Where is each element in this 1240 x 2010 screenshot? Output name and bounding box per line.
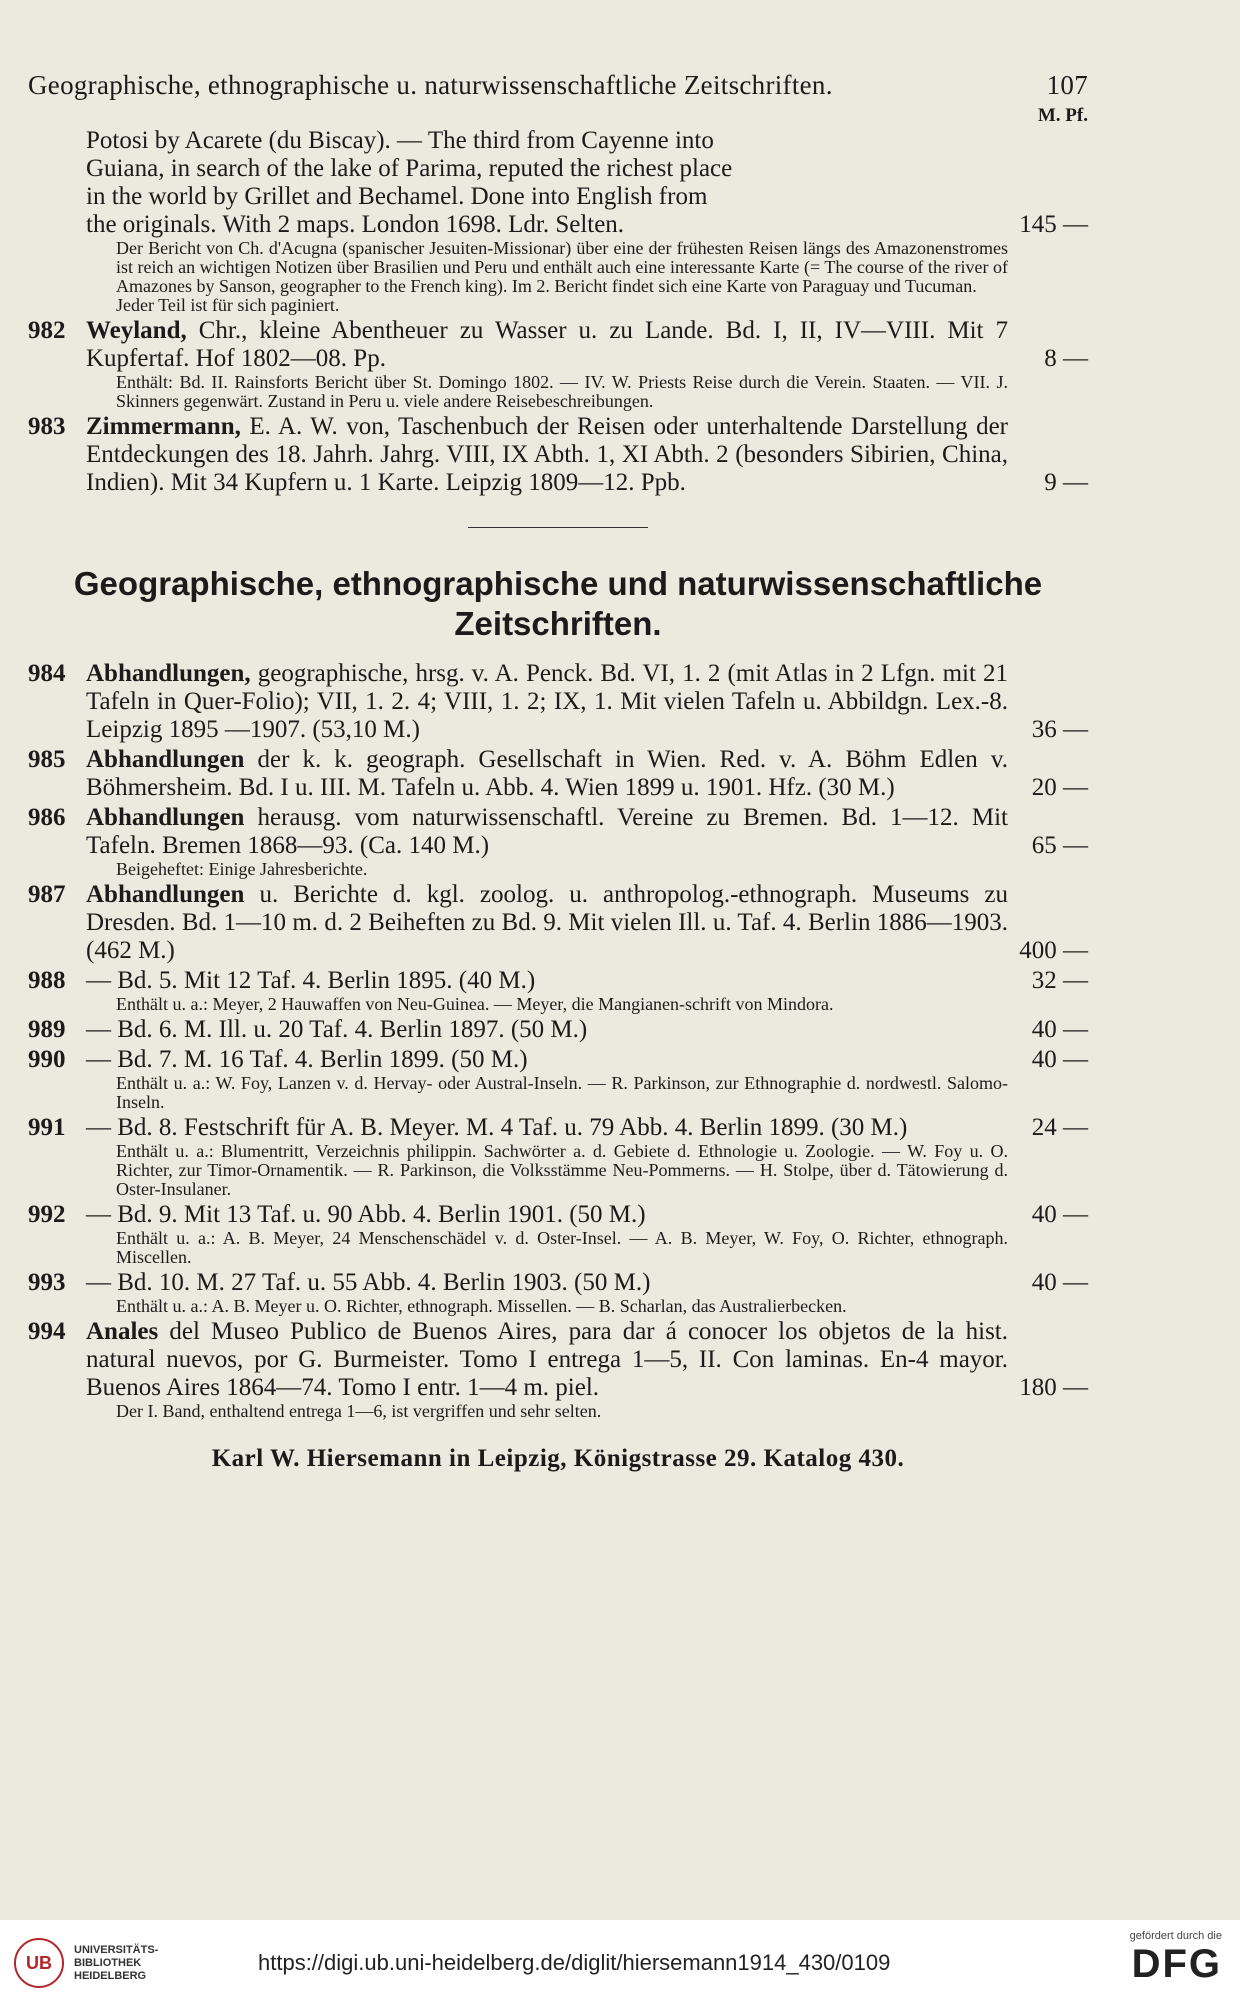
- entry-headword: Abhandlungen: [86, 804, 245, 831]
- entry-headword: Anales: [86, 1318, 159, 1345]
- dfg-logo-icon: DFG: [1131, 1942, 1222, 1986]
- entry-text: [86, 317, 1088, 373]
- entry-note: Der I. Band, enthaltend entrega 1—6, ist vergriffen und sehr selten.: [116, 1401, 602, 1421]
- page-number: 107: [1046, 70, 1088, 100]
- continued-text-line: Guiana, in search of the lake of Parima, reputed the richest place: [86, 155, 733, 182]
- catalog-entry: [28, 317, 1088, 373]
- entry-description: herausg. vom naturwissenschaftl. Vereine zu Bremen. Bd. 1—12. Mit Tafeln. Bremen 1868—93. (Ca. 140 M.): [86, 804, 1008, 859]
- entry-text: [86, 1318, 1088, 1402]
- entry-description: del Museo Publico de Buenos Aires, para dar á conocer los objetos de la hist. natural nuevos, por G. Burmeister. Tomo I entrega 1—5, II. Con laminas. En-4 mayor. Buenos Aires 1864—74. Tomo I entr. 1—4 m. piel.: [86, 1318, 1008, 1401]
- entry-price: 40 —: [1031, 1269, 1088, 1296]
- entry-note: Enthält u. a.: Meyer, 2 Hauwaffen von Neu-Guinea. — Meyer, die Mangianen-schrift von Mindora.: [116, 994, 834, 1014]
- entry-number: 991: [28, 1114, 66, 1141]
- catalog-entry: [28, 1269, 1088, 1297]
- entry-note: Enthält u. a.: W. Foy, Lanzen v. d. Hervay- oder Austral-Inseln. — R. Parkinson, zur Ethnographie d. nordwestl. Salomo-Inseln.: [116, 1073, 1008, 1112]
- entry-note: Enthält u. a.: A. B. Meyer u. O. Richter, ethnograph. Missellen. — B. Scharlan, das Australierbecken.: [116, 1296, 847, 1316]
- entry-number: 994: [28, 1318, 66, 1345]
- continued-text: [28, 127, 1088, 239]
- section-title-line-2: Zeitschriften.: [454, 605, 662, 642]
- catalog-entry: [28, 1114, 1088, 1142]
- entry-text: [86, 660, 1088, 744]
- viewer-footer-bar: [0, 1920, 1240, 2010]
- entry-description: — Bd. 10. M. 27 Taf. u. 55 Abb. 4. Berlin 1903. (50 M.): [86, 1269, 651, 1296]
- library-name-line-2: BIBLIOTHEK: [74, 1956, 142, 1969]
- entry-price: 40 —: [1031, 1016, 1088, 1043]
- entry-description: u. Berichte d. kgl. zoolog. u. anthropolog.-ethnograph. Museums zu Dresden. Bd. 1—10 m. d. 2 Beiheften zu Bd. 9. Mit vielen Ill. u. Taf. 4. Berlin 1886—1903. (462 M.): [86, 881, 1008, 964]
- entry-headword: Abhandlungen: [86, 881, 245, 908]
- entry-price: 8 —: [1044, 345, 1088, 372]
- entry-price: 400 —: [1019, 937, 1088, 964]
- entry-list-a: [28, 317, 1088, 497]
- university-seal-icon: UB: [14, 1938, 64, 1988]
- entry-description: — Bd. 9. Mit 13 Taf. u. 90 Abb. 4. Berlin 1901. (50 M.): [86, 1201, 646, 1228]
- entry-text: [86, 1201, 1088, 1229]
- catalog-entry: [28, 967, 1088, 995]
- catalog-entry: [28, 1201, 1088, 1229]
- entry-description: — Bd. 5. Mit 12 Taf. 4. Berlin 1895. (40 M.): [86, 967, 536, 994]
- currency-label: M. Pf.: [1037, 105, 1088, 126]
- entry-description: — Bd. 8. Festschrift für A. B. Meyer. M. 4 Taf. u. 79 Abb. 4. Berlin 1899. (30 M.): [86, 1114, 908, 1141]
- entry-note: Enthält: Bd. II. Rainsforts Bericht über St. Domingo 1802. — IV. W. Priests Reise durch die Verein. Staaten. — VII. J. Skinners gegenwärt. Zustand in Peru u. viele andere Reisebeschreibungen.: [116, 372, 1008, 411]
- entry-text: [86, 967, 1088, 995]
- entry-number: 989: [28, 1016, 66, 1043]
- running-head: [28, 70, 1088, 101]
- entry-number: 985: [28, 746, 66, 773]
- continued-entry: [28, 127, 1088, 239]
- entry-price: 20 —: [1031, 774, 1088, 801]
- entry-price: 24 —: [1031, 1114, 1088, 1141]
- catalog-entry: [28, 1016, 1088, 1044]
- entry-number: 982: [28, 317, 66, 344]
- entry-description: — Bd. 7. M. 16 Taf. 4. Berlin 1899. (50 M.): [86, 1046, 528, 1073]
- entry-description: geographische, hrsg. v. A. Penck. Bd. VI, 1. 2 (mit Atlas in 2 Lfgn. mit 21 Tafeln in Quer-Folio); VII, 1. 2. 4; VIII, 1. 2; IX, 1. Mit vielen Tafeln u. Abbildgn. Lex.-8. Leipzig 1895 —1907. (53,10 M.): [86, 660, 1008, 743]
- entry-price: 65 —: [1031, 832, 1088, 859]
- entry-number: 987: [28, 881, 66, 908]
- dfg-logo[interactable]: [1130, 1930, 1222, 1986]
- entry-number: 983: [28, 413, 66, 440]
- entry-price: 40 —: [1031, 1046, 1088, 1073]
- permalink-url[interactable]: https://digi.ub.uni-heidelberg.de/diglit/hiersemann1914_430/0109: [258, 1950, 891, 1975]
- entry-number: 988: [28, 967, 66, 994]
- funded-by-label: gefördert durch die: [1129, 1930, 1222, 1942]
- entry-price: 36 —: [1031, 716, 1088, 743]
- entry-price: 180 —: [1019, 1374, 1088, 1401]
- publisher-footer: Karl W. Hiersemann in Leipzig, Königstrasse 29. Katalog 430.: [211, 1445, 905, 1472]
- page-content: [28, 70, 1088, 1473]
- catalog-entry: [28, 660, 1088, 744]
- entry-headword: Abhandlungen,: [86, 660, 251, 687]
- entry-number: 992: [28, 1201, 66, 1228]
- continued-price: 145 —: [1019, 211, 1088, 238]
- entry-number: 986: [28, 804, 66, 831]
- catalog-entry: [28, 1318, 1088, 1402]
- entry-headword: Abhandlungen: [86, 746, 245, 773]
- entry-text: [86, 1114, 1088, 1142]
- library-logo[interactable]: [14, 1938, 158, 1988]
- entry-number: 993: [28, 1269, 66, 1296]
- entry-description: der k. k. geograph. Gesellschaft in Wien. Red. v. A. Böhm Edlen v. Böhmersheim. Bd. I u. III. M. Tafeln u. Abb. 4. Wien 1899 u. 1901. Hfz. (30 M.): [86, 746, 1008, 801]
- entry-text: [86, 881, 1088, 965]
- entry-text: [86, 1269, 1088, 1297]
- catalog-entry: [28, 746, 1088, 802]
- entry-headword: Weyland,: [86, 317, 187, 344]
- catalog-entry: [28, 881, 1088, 965]
- continued-text-line: the originals. With 2 maps. London 1698. Ldr. Selten.: [86, 211, 625, 238]
- continued-text-line: in the world by Grillet and Bechamel. Done into English from: [86, 183, 708, 210]
- entry-price: 32 —: [1031, 967, 1088, 994]
- catalog-entry: [28, 804, 1088, 860]
- library-name-line-1: UNIVERSITÄTS-: [74, 1943, 159, 1956]
- catalog-entry: [28, 1046, 1088, 1074]
- library-name-line-3: HEIDELBERG: [74, 1969, 147, 1982]
- entry-description: — Bd. 6. M. Ill. u. 20 Taf. 4. Berlin 1897. (50 M.): [86, 1016, 588, 1043]
- entry-note-2: Jeder Teil ist für sich paginiert.: [116, 295, 340, 315]
- catalog-entry: [28, 413, 1088, 497]
- library-name: [74, 1944, 158, 1983]
- section-divider: [468, 527, 648, 528]
- entry-price: 40 —: [1031, 1201, 1088, 1228]
- entry-list-b: [28, 660, 1088, 1421]
- section-title: [28, 564, 1088, 644]
- entry-note: Beigeheftet: Einige Jahresberichte.: [116, 859, 368, 879]
- entry-text: [86, 804, 1088, 860]
- entry-number: 990: [28, 1046, 66, 1073]
- entry-text: [86, 413, 1088, 497]
- entry-note: Enthält u. a.: A. B. Meyer, 24 Menschenschädel v. d. Oster-Insel. — A. B. Meyer, W. Foy, O. Richter, ethnograph. Miscellen.: [116, 1228, 1008, 1267]
- entry-number: 984: [28, 660, 66, 687]
- entry-headword: Zimmermann,: [86, 413, 241, 440]
- entry-note: Enthält u. a.: Blumentritt, Verzeichnis philippin. Sachwörter a. d. Gebiete d. Ethnologie u. Zoologie. — W. Foy u. O. Richter, zur Timor-Ornamentik. — R. Parkinson, die Volksstämme Neu-Pommerns. — H. Stolpe, über d. Tätowierung d. Oster-Insulaner.: [116, 1141, 1008, 1199]
- entry-text: [86, 1016, 1088, 1044]
- entry-text: [86, 746, 1088, 802]
- entry-description: E. A. W. von, Taschenbuch der Reisen oder unterhaltende Darstellung der Entdeckungen des 18. Jahrh. Jahrg. VIII, IX Abth. 1, XI Abth. 2 (besonders Sibirien, China, Indien). Mit 34 Kupfern u. 1 Karte. Leipzig 1809—12. Ppb.: [86, 413, 1008, 496]
- entry-note: Der Bericht von Ch. d'Acugna (spanischer Jesuiten-Missionar) über eine der frühesten Reisen längs des Amazonenstromes ist reich an wichtigen Notizen über Brasilien und Peru und enthält auch eine interessante Karte (= The course of the river of Amazones by Sanson, geographer to the French king). Im 2. Bericht findet sich eine Karte von Paraguay und Tucuman.: [116, 238, 1008, 296]
- entry-description: Chr., kleine Abentheuer zu Wasser u. zu Lande. Bd. I, II, IV—VIII. Mit 7 Kupfertaf. Hof 1802—08. Pp.: [86, 317, 1008, 372]
- entry-price: 9 —: [1044, 469, 1088, 496]
- continued-text-line: Potosi by Acarete (du Biscay). — The third from Cayenne into: [86, 127, 714, 154]
- section-title-line-1: Geographische, ethnographische und naturwissenschaftliche: [73, 565, 1043, 602]
- entry-text: [86, 1046, 1088, 1074]
- running-title: Geographische, ethnographische u. naturwissenschaftliche Zeitschriften.: [28, 70, 833, 100]
